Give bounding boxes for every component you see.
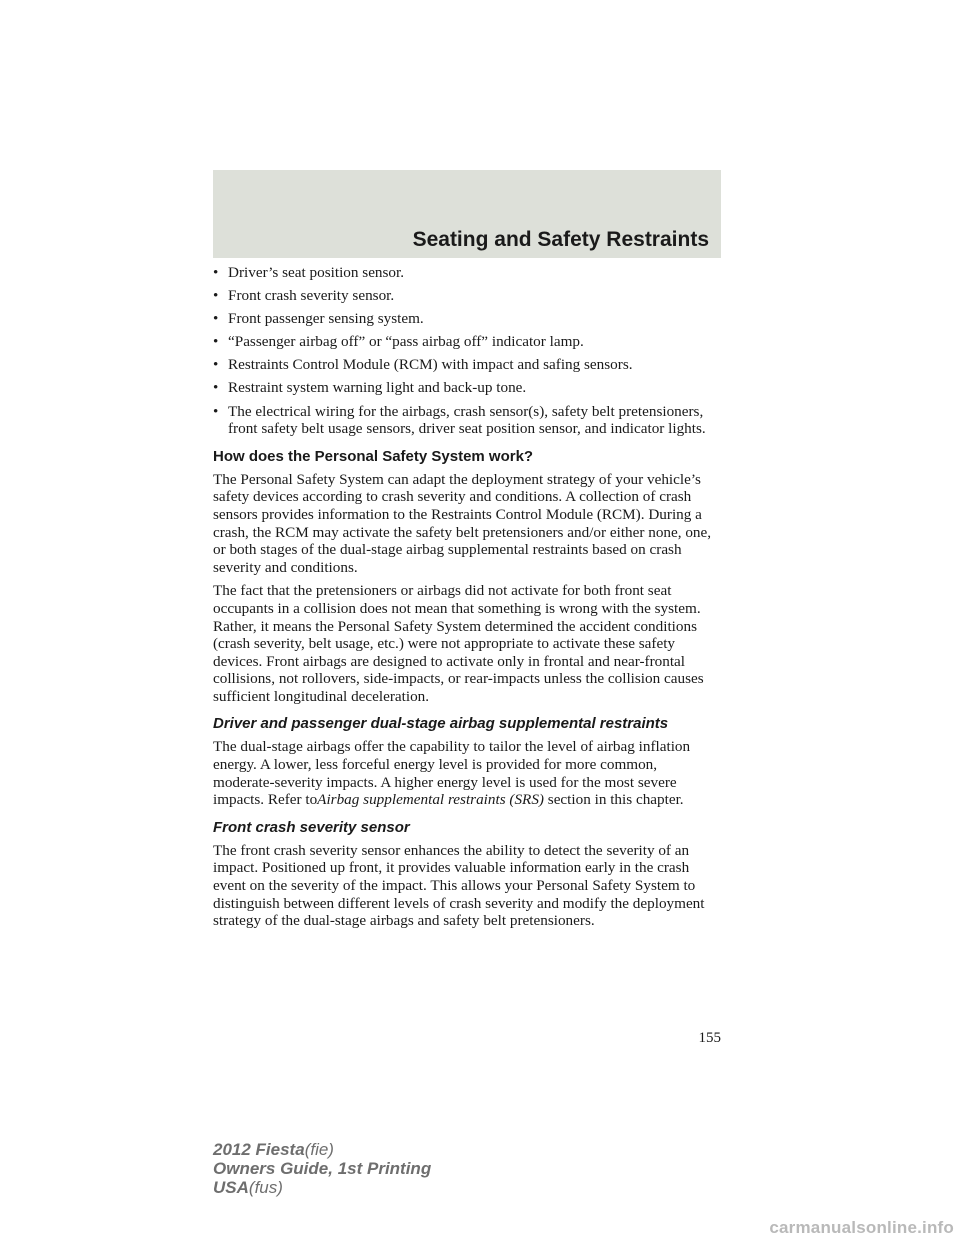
component-list xyxy=(213,264,721,438)
cross-reference: Airbag supplemental restraints (SRS) xyxy=(317,791,548,809)
paragraph: The Personal Safety System can adapt the deployment strategy of your vehicle’s safety devices according to crash severity and conditions. A collection of crash sensors provides information to the Restraints Control Module (RCM). During a crash, the RCM may activate the safety belt pretensioners and/or either none, one, or both stages of the dual-stage airbag supplemental restraints based on crash severity and conditions. xyxy=(213,470,712,576)
bullet-icon: • xyxy=(213,264,219,281)
bullet-icon: • xyxy=(213,402,219,420)
paragraph: The dual-stage airbags offer the capability to tailor the level of airbag inflation energy. A lower, less forceful energy level is provided for more common, moderate-severity impacts. A higher energy level is used for the most severe impacts. Refer toAirbag supplemental restraints (SRS) section in this chapter. xyxy=(213,738,691,809)
footer-line: 2012 Fiesta(fie) xyxy=(213,1140,334,1159)
footer-line: USA(fus) xyxy=(213,1178,283,1197)
section-header-band xyxy=(213,170,721,258)
heading-front-crash-sensor: Front crash severity sensor xyxy=(213,818,410,836)
heading-how-it-works: How does the Personal Safety System work? xyxy=(213,447,534,465)
heading-dual-stage-airbags: Driver and passenger dual-stage airbag supplemental restraints xyxy=(213,715,669,733)
list-item: • Restraint system warning light and back-up tone. xyxy=(213,379,527,397)
list-item: • Restraints Control Module (RCM) with impact and safing sensors. xyxy=(213,356,633,374)
bullet-icon: • xyxy=(213,333,219,351)
list-item: • Front crash severity sensor. xyxy=(213,287,395,305)
list-item: • Driver’s seat position sensor. xyxy=(213,264,405,281)
list-item: • The electrical wiring for the airbags, crash sensor(s), safety belt pretensioners, front safety belt usage sensors, driver seat position sensor, and indicator lights. xyxy=(213,402,706,438)
footer-line: Owners Guide, 1st Printing xyxy=(213,1159,432,1178)
section-title: Seating and Safety Restraints xyxy=(412,228,709,251)
bullet-icon: • xyxy=(213,356,219,374)
bullet-icon: • xyxy=(213,379,219,397)
bullet-icon: • xyxy=(213,310,219,328)
watermark: carmanualsonline.info xyxy=(769,1218,954,1237)
list-item: • “Passenger airbag off” or “pass airbag off” indicator lamp. xyxy=(213,333,584,351)
bullet-icon: • xyxy=(213,287,219,305)
page-number: 155 xyxy=(698,1030,721,1046)
paragraph: The front crash severity sensor enhances the ability to detect the severity of an impact. Positioned up front, it provides valuable information early in the crash event on the severity of the impact. This allows your Personal Safety System to distinguish between different levels of crash severity and modify the deployment strategy of the dual-stage airbags and safety belt pretensioners. xyxy=(213,841,705,930)
list-item: • Front passenger sensing system. xyxy=(213,310,424,328)
document-footer xyxy=(213,1140,431,1197)
page-content xyxy=(213,264,721,936)
paragraph: The fact that the pretensioners or airbags did not activate for both front seat occupants in a collision does not mean that something is wrong with the system. Rather, it means the Personal Safety System determined the accident conditions (crash severity, belt usage, etc.) were not appropriate to activate these safety devices. Front airbags are designed to activate only in frontal and near-frontal collisions, not rollovers, side-impacts, or rear-impacts unless the collision causes sufficient longitudinal deceleration. xyxy=(213,582,704,705)
